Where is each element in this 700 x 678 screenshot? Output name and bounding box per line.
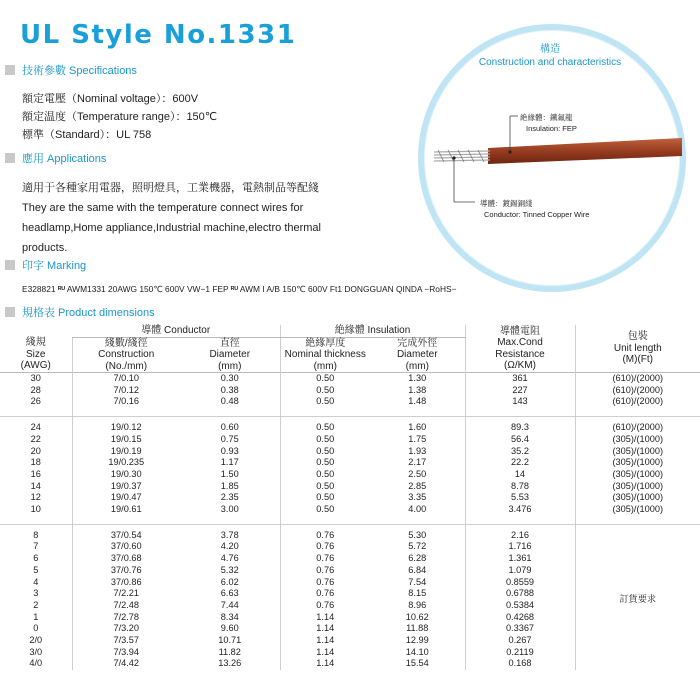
table-cell: 1.30	[408, 373, 427, 383]
table-cell: 37/0.86	[72, 577, 180, 589]
table-cell: 3	[33, 588, 39, 599]
section-marker-icon	[5, 260, 15, 270]
header-size-cn: 綫規	[25, 337, 46, 349]
section-applications	[5, 150, 106, 166]
table-cell: 361	[465, 373, 575, 385]
table-cell: 16	[30, 468, 41, 479]
table-cell: 0.50	[280, 422, 370, 434]
table-cell: 7/4.42	[72, 658, 180, 670]
table-cell: 7/2.21	[72, 588, 180, 600]
table-cell: 1.716	[465, 541, 575, 553]
header-construction	[72, 337, 180, 373]
section-label: 應用 Applications	[22, 153, 107, 165]
table-cell: 6	[33, 553, 39, 564]
header-insulation: 絶緣體 Insulation	[280, 325, 465, 337]
header-size	[0, 337, 72, 373]
table-cell: 26	[30, 396, 41, 407]
table-cell: 37/0.76	[72, 565, 180, 577]
table-cell: 2/0	[29, 635, 43, 646]
section-label: 技術參數 Specifications	[22, 65, 137, 77]
table-cell: 7/0.12	[72, 385, 180, 397]
table-cell: 0.76	[280, 541, 370, 553]
table-cell: 0.50	[280, 373, 370, 385]
table-cell: 3/0	[29, 646, 43, 657]
table-row	[0, 492, 700, 504]
table-row	[0, 385, 700, 397]
table-cell: 1.50	[220, 468, 239, 479]
section-marker-icon	[5, 65, 15, 75]
insulation-label-cn: 絶緣體：鐵氟龍	[520, 113, 573, 122]
header-packing-unit: (M)(Ft)	[622, 354, 654, 366]
table-cell: 1.14	[280, 635, 370, 647]
group-separator	[0, 516, 700, 525]
table-cell: 1.079	[465, 565, 575, 577]
spec-standard: 標準（Standard）：UL 758	[22, 129, 152, 141]
header-conductor: 導體 Conductor	[72, 325, 280, 337]
table-cell: 0.76	[280, 530, 370, 542]
table-cell: 19/0.235	[72, 457, 180, 469]
table-cell: (610)/(2000)	[575, 396, 700, 408]
spec-temperature: 額定温度（Temperature range）：150℃	[22, 111, 218, 123]
header-diameter-cn: 直徑	[219, 337, 240, 349]
header-diameter	[180, 337, 280, 373]
table-cell: 56.4	[465, 434, 575, 446]
table-cell: 227	[465, 385, 575, 397]
table-row	[0, 373, 700, 385]
header-diameter-unit: (mm)	[218, 360, 242, 372]
table-cell: 0.76	[280, 565, 370, 577]
table-cell: 1.60	[408, 422, 427, 433]
page-title: UL Style No.1331	[20, 20, 297, 50]
header-size-en: Size	[26, 348, 46, 360]
header-thickness-en: Nominal thickness	[284, 349, 366, 360]
table-cell: 5.53	[465, 492, 575, 504]
table-cell: 0.50	[280, 434, 370, 446]
table-cell: 19/0.12	[72, 422, 180, 434]
table-row	[0, 396, 700, 408]
diagram-title-en: Construction and characteristics	[478, 57, 622, 68]
table-cell: 2	[33, 599, 39, 610]
header-packing	[575, 325, 700, 373]
diagram-title-cn: 構造	[540, 44, 560, 55]
table-cell: 14	[30, 480, 41, 491]
table-cell: 1.38	[408, 384, 427, 395]
table-cell: 19/0.37	[72, 481, 180, 493]
table-cell: 0.76	[280, 577, 370, 589]
table-cell: (305)/(1000)	[575, 457, 700, 469]
marking-part-3: AWM I A/B 150℃ 600V Ft1 DONGGUAN QINDA −RoHS−	[239, 284, 457, 294]
marking-text	[22, 284, 457, 294]
section-specifications	[5, 62, 137, 78]
table-row	[0, 434, 700, 446]
table-cell: 1.14	[280, 623, 370, 635]
table-cell: 7/0.16	[72, 396, 180, 408]
header-construction-cn: 綫數/綫徑	[104, 337, 148, 349]
table-cell: 89.3	[465, 422, 575, 434]
header-size-unit: (AWG)	[20, 360, 51, 372]
section-marker-icon	[5, 307, 15, 317]
table-cell: 1.93	[408, 445, 427, 456]
table-cell: 3.476	[465, 504, 575, 516]
table-cell: 19/0.30	[72, 469, 180, 481]
table-cell: 7/2.48	[72, 600, 180, 612]
table-cell: 1.17	[220, 457, 239, 468]
table-cell: 6.84	[408, 564, 427, 575]
table-cell: 35.2	[465, 446, 575, 458]
table-cell: 0.3367	[465, 623, 575, 635]
table-cell: 0.60	[220, 422, 239, 433]
applications-text: 適用于各種家用電器，照明燈具，工業機器，電熱制品等配綫 They are the same with the temperature connect wires for headlamp,Home appliance,Industrial machine,electro thermal products.	[22, 182, 321, 254]
table-cell: (610)/(2000)	[575, 385, 700, 397]
section-dimensions	[5, 304, 155, 320]
table-cell: 0.6788	[465, 588, 575, 600]
header-outer-diameter-unit: (mm)	[405, 360, 429, 372]
marking-part-1: E328821	[22, 284, 56, 294]
table-cell: 0.8559	[465, 577, 575, 589]
table-cell: 0.50	[280, 457, 370, 469]
table-cell: 19/0.19	[72, 446, 180, 458]
header-packing-en: Unit length	[613, 342, 662, 354]
table-cell: 11.82	[218, 646, 241, 657]
table-cell: 24	[30, 422, 41, 433]
table-cell: 4.20	[220, 541, 239, 552]
table-cell: 7.44	[220, 599, 239, 610]
table-cell: 10.62	[405, 611, 429, 622]
table-cell: 2.85	[408, 480, 427, 491]
header-construction-unit: (No./mm)	[105, 360, 148, 372]
table-cell: 37/0.54	[72, 530, 180, 542]
table-cell: 22	[30, 433, 41, 444]
table-cell: 7/3.94	[72, 647, 180, 659]
table-cell: 37/0.60	[72, 541, 180, 553]
table-cell: 0.76	[280, 588, 370, 600]
table-cell: 8.34	[220, 611, 239, 622]
header-resistance-cn: 導體電阻	[500, 325, 540, 337]
table-cell: 1.361	[465, 553, 575, 565]
table-cell: 7	[33, 541, 39, 552]
table-cell: 6.28	[408, 553, 427, 564]
table-cell: 0.2119	[465, 647, 575, 659]
header-thickness-unit: (mm)	[313, 360, 337, 372]
table-cell: 1.14	[280, 612, 370, 624]
table-cell: 0.4268	[465, 612, 575, 624]
table-cell: 4.76	[220, 553, 239, 564]
table-cell: 14	[465, 469, 575, 481]
spec-voltage: 額定電壓（Nominal voltage）：600V	[22, 93, 199, 105]
table-cell: 2.17	[408, 457, 427, 468]
table-cell: 37/0.68	[72, 553, 180, 565]
table-cell: 6.02	[220, 576, 239, 587]
table-cell: 0.50	[280, 504, 370, 516]
table-cell: 19/0.15	[72, 434, 180, 446]
table-cell: 11.88	[406, 623, 429, 634]
group-separator	[0, 408, 700, 417]
table-cell: 8.96	[408, 599, 427, 610]
table-cell: (305)/(1000)	[575, 434, 700, 446]
table-cell: 14.10	[405, 646, 429, 657]
ul-recognized-icon: ᴿᵁ	[230, 285, 238, 294]
conductor-label-cn: 導體：鍍錫銅綫	[480, 199, 533, 208]
section-label: 規格表 Product dimensions	[22, 307, 155, 319]
section-label: 印字 Marking	[22, 260, 87, 272]
table-cell: 0.50	[280, 396, 370, 408]
table-cell: 19/0.47	[72, 492, 180, 504]
table-cell: (305)/(1000)	[575, 504, 700, 516]
table-cell: 28	[30, 384, 41, 395]
table-cell: 0.93	[220, 445, 239, 456]
table-cell: 1	[33, 611, 39, 622]
table-cell: 0	[33, 623, 39, 634]
insulation-label-en: Insulation: FEP	[526, 124, 577, 133]
header-resistance	[465, 325, 575, 373]
table-cell: 7/2.78	[72, 612, 180, 624]
header-outer-diameter-en: Diameter	[396, 349, 438, 360]
table-cell: 4.00	[408, 504, 427, 515]
section-marking	[5, 257, 86, 273]
dimensions-table	[0, 325, 700, 670]
table-cell: 0.267	[465, 635, 575, 647]
table-cell: 12	[30, 492, 41, 503]
header-resistance-en2: Resistance	[495, 348, 545, 360]
table-cell: 0.38	[220, 384, 239, 395]
table-cell: 0.5384	[465, 600, 575, 612]
table-cell: 30	[30, 373, 41, 383]
table-cell: 5.32	[220, 564, 239, 575]
table-row	[0, 504, 700, 516]
conductor-label-en: Conductor: Tinned Copper Wire	[484, 210, 590, 219]
table-cell: 12.99	[405, 635, 429, 646]
table-cell: 6.63	[220, 588, 239, 599]
header-construction-en: Construction	[98, 349, 155, 360]
table-cell: 9.60	[220, 623, 239, 634]
order-note: 訂貨要求	[575, 530, 700, 670]
table-cell: 3.78	[220, 529, 239, 540]
table-row	[0, 530, 700, 542]
header-outer-diameter-cn: 完成外徑	[397, 337, 438, 349]
table-cell: 3.35	[408, 492, 427, 503]
table-cell: 18	[30, 457, 41, 468]
header-thickness	[280, 337, 370, 373]
table-cell: 0.75	[220, 433, 239, 444]
table-cell: 1.14	[280, 647, 370, 659]
table-cell: 0.76	[280, 600, 370, 612]
table-cell: (305)/(1000)	[575, 469, 700, 481]
table-cell: 0.48	[220, 396, 239, 407]
table-cell: 0.76	[280, 553, 370, 565]
table-cell: 0.50	[280, 481, 370, 493]
table-row	[0, 481, 700, 493]
table-cell: 7/0.10	[72, 373, 180, 385]
table-cell: 1.75	[408, 433, 427, 444]
table-cell: 5.30	[408, 529, 427, 540]
ul-recognized-icon: ᴿᵁ	[57, 285, 66, 294]
table-cell: 2.50	[408, 468, 427, 479]
table-cell: 143	[465, 396, 575, 408]
table-cell: 0.30	[220, 373, 239, 383]
table-cell: 2.16	[465, 530, 575, 542]
marking-part-2: AWM1331 20AWG 150℃ 600V VW−1 FEP	[66, 284, 229, 294]
table-cell: 1.14	[280, 658, 370, 670]
table-cell: 8.15	[408, 588, 427, 599]
table-cell: 7/3.57	[72, 635, 180, 647]
section-marker-icon	[5, 153, 15, 163]
header-resistance-unit: (Ω/KM)	[504, 360, 536, 371]
table-cell: 0.50	[280, 385, 370, 397]
table-cell: 10	[30, 504, 41, 515]
table-cell: 4	[33, 576, 39, 587]
table-cell: 7/3.20	[72, 623, 180, 635]
table-cell: 0.50	[280, 446, 370, 458]
table-cell: (610)/(2000)	[575, 422, 700, 434]
table-cell: 15.54	[405, 658, 429, 669]
table-cell: 0.50	[280, 469, 370, 481]
table-cell: 1.48	[408, 396, 427, 407]
header-packing-cn: 包裝	[627, 331, 648, 343]
table-cell: (610)/(2000)	[575, 373, 700, 385]
table-cell: 5	[33, 564, 39, 575]
table-cell: 7.54	[408, 576, 427, 587]
header-thickness-cn: 絶緣厚度	[305, 337, 346, 349]
table-cell: (305)/(1000)	[575, 481, 700, 493]
table-row	[0, 422, 700, 434]
table-cell: 10.71	[218, 635, 242, 646]
table-cell: 4/0	[29, 658, 43, 669]
table-cell: 0.50	[280, 492, 370, 504]
table-cell: 2.35	[220, 492, 239, 503]
table-row	[0, 457, 700, 469]
table-cell: (305)/(1000)	[575, 492, 700, 504]
table-cell: 8	[33, 529, 39, 540]
table-cell: (305)/(1000)	[575, 446, 700, 458]
table-cell: 22.2	[465, 457, 575, 469]
table-cell: 20	[30, 445, 41, 456]
table-cell: 13.26	[218, 658, 242, 669]
table-cell: 0.168	[465, 658, 575, 670]
table-row	[0, 469, 700, 481]
table-cell: 19/0.61	[72, 504, 180, 516]
header-outer-diameter	[370, 337, 465, 373]
table-row	[0, 446, 700, 458]
table-cell: 1.85	[220, 480, 239, 491]
table-cell: 3.00	[220, 504, 239, 515]
table-cell: 8.78	[465, 481, 575, 493]
table-cell: 5.72	[408, 541, 427, 552]
header-diameter-en: Diameter	[209, 349, 251, 360]
header-resistance-en: Max.Cond	[497, 337, 543, 348]
